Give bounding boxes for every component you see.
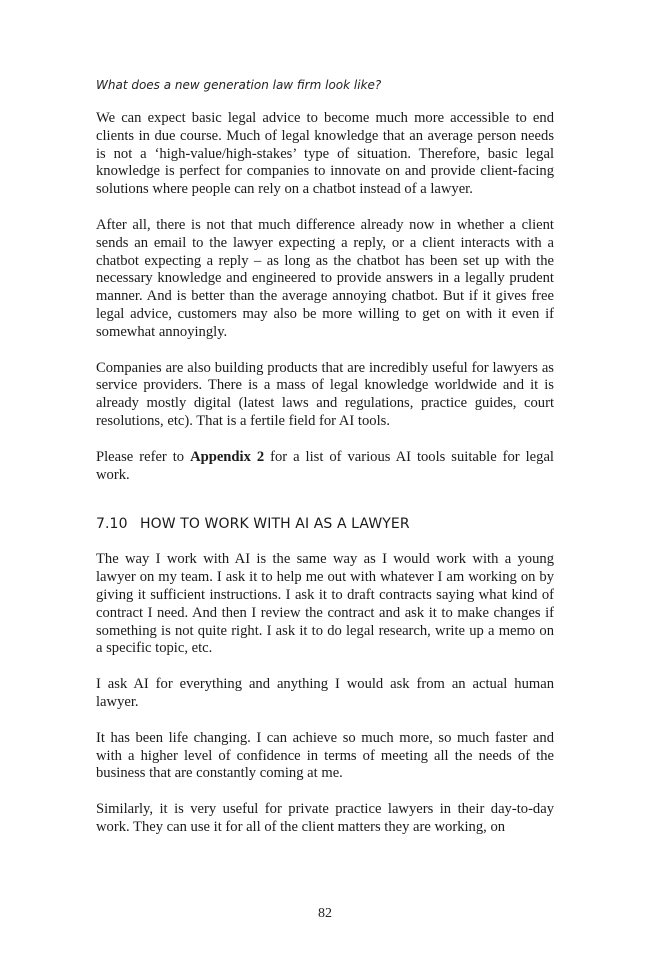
running-head: What does a new generation law firm look like? bbox=[96, 78, 382, 92]
body-paragraph-4: The way I work with AI is the same way as I would work with a young lawyer on my team. I ask it to help me out with whatever I am working on by giving it sufficient instructions. I ask it to draft contracts saying what kind of contract I need. And then I review the contract and ask it to make changes if something is not quite right. I ask it to do legal research, write up a memo on a specific topic, etc. bbox=[96, 551, 554, 657]
appendix-text-before: Please refer to bbox=[96, 448, 191, 465]
section-heading bbox=[96, 514, 554, 534]
section-number: 7.10 bbox=[96, 516, 128, 533]
body-paragraph-7: Similarly, it is very useful for private practice lawyers in their day-to-day work. They can use it for all of the client matters they are working, on bbox=[96, 801, 554, 835]
page-body bbox=[96, 76, 554, 855]
appendix-reference-paragraph bbox=[96, 449, 554, 485]
body-paragraph-2: After all, there is not that much difference already now in whether a client sends an email to the lawyer expecting a reply, or a client interacts with a chatbot expecting a reply – as long as the chatbot has been set up with the necessary knowledge and engineered to provide answers in a legally prudent manner. And is better than the average annoying chatbot. But if it gives free legal advice, customers may also be more willing to get on with it even if somewhat annoyingly. bbox=[96, 216, 554, 340]
appendix-bold-reference: Appendix 2 bbox=[190, 448, 265, 465]
body-paragraph-3: Companies are also building products that are incredibly useful for lawyers as service providers. There is a mass of legal knowledge worldwide and it is already mostly digital (latest laws and regulations, practice guides, court resolutions, etc). That is a fertile field for AI tools. bbox=[96, 359, 554, 429]
appendix-text-after: for a list of various AI tools suitable for legal work. bbox=[96, 448, 554, 483]
section-title: HOW TO WORK WITH AI AS A LAWYER bbox=[140, 516, 410, 533]
page-number: 82 bbox=[318, 906, 332, 921]
body-paragraph-6: It has been life changing. I can achieve so much more, so much faster and with a higher level of confidence in terms of meeting all the needs of the business that are constantly coming at me. bbox=[96, 729, 554, 782]
body-paragraph-1: We can expect basic legal advice to become much more accessible to end clients in due course. Much of legal knowledge that an average person needs is not a ‘high-value/high-stakes’ type of situation. Therefore, basic legal knowledge is perfect for companies to innovate on and provide client-facing solutions where people can rely on a chatbot instead of a lawyer. bbox=[96, 110, 554, 198]
body-paragraph-5: I ask AI for everything and anything I would ask from an actual human lawyer. bbox=[96, 676, 554, 710]
